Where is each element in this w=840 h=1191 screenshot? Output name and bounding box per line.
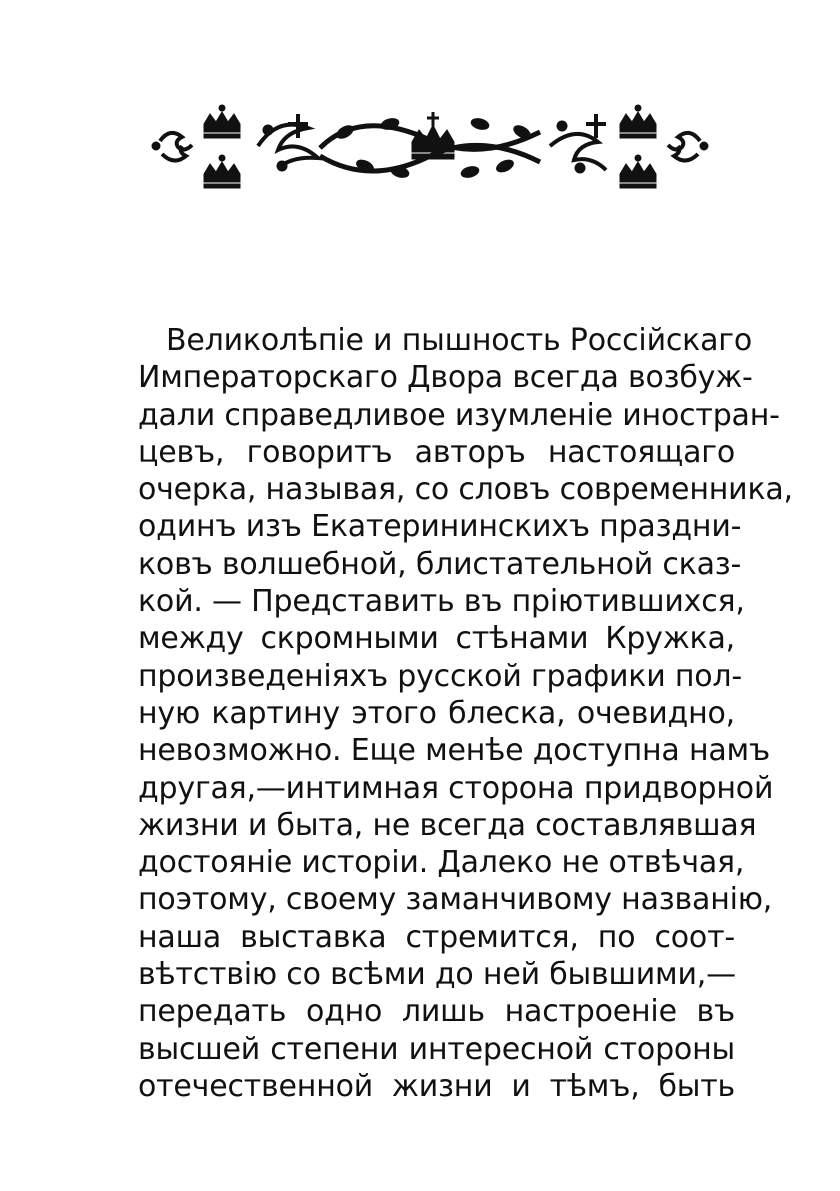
text-line: ковъ волшебной, блистательной сказ- bbox=[138, 546, 742, 582]
text-line: невозможно. Еще менѣе доступна намъ bbox=[138, 733, 770, 769]
text-line: поэтому, своему заманчивому названію, bbox=[138, 882, 773, 918]
text-line: цевъ, говоритъ авторъ настоящаго bbox=[138, 434, 735, 470]
text-line: передать одно лишь настроеніе въ bbox=[138, 994, 735, 1030]
right-scroll-icon bbox=[668, 133, 708, 161]
left-crown-top-icon bbox=[204, 105, 240, 138]
text-line: отечественной жизни и тѣмъ, быть bbox=[138, 1068, 735, 1104]
body-paragraph bbox=[138, 322, 793, 1105]
text-line: между скромными стѣнами Кружка, bbox=[138, 621, 735, 657]
text-line: очерка, называя, со словъ современника, bbox=[138, 472, 793, 508]
text-line: достояніе исторіи. Далеко не отвѣчая, bbox=[138, 845, 745, 881]
left-foliage-icon bbox=[258, 114, 318, 171]
text-line: дали справедливое изумленіе иностран- bbox=[138, 397, 780, 433]
left-scroll-icon bbox=[152, 133, 192, 161]
text-line: одинъ изъ Екатерининскихъ праздни- bbox=[138, 509, 742, 545]
text-line: ную картину этого блеска, очевидно, bbox=[138, 695, 735, 731]
text-line: кой. — Представить въ пріютившихся, bbox=[138, 584, 745, 620]
right-foliage-icon bbox=[550, 114, 606, 173]
text-line: Императорскаго Двора всегда возбуж- bbox=[138, 360, 753, 396]
text-line: Великолѣпіе и пышность Россійскаго bbox=[166, 323, 752, 358]
left-crown-bottom-icon bbox=[204, 155, 240, 188]
central-garland-icon bbox=[320, 112, 540, 179]
floral-crown-ornament-icon bbox=[150, 96, 710, 196]
text-line: наша выставка стремится, по соот- bbox=[138, 919, 735, 955]
right-crown-top-icon bbox=[620, 105, 656, 138]
right-crown-bottom-icon bbox=[620, 155, 656, 188]
text-line: произведеніяхъ русской графики пол- bbox=[138, 658, 743, 694]
text-line: жизни и быта, не всегда составлявшая bbox=[138, 807, 757, 843]
text-line: другая,—интимная сторона придворной bbox=[138, 770, 774, 806]
text-line: высшей степени интересной стороны bbox=[138, 1031, 735, 1067]
text-line: вѣтствію со всѣми до ней бывшими,— bbox=[138, 957, 736, 993]
